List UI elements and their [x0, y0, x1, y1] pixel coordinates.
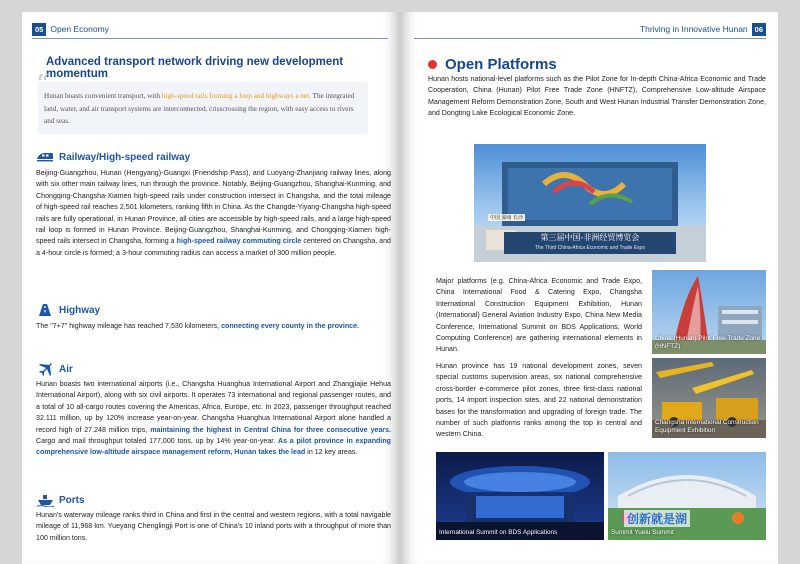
- air-highlight-1: maintaining the highest in Central China for three consecutive years.: [150, 425, 391, 434]
- expo-banner-english: The Third China-Africa Economic and Trade Expo: [534, 245, 646, 251]
- left-running-header: [32, 22, 109, 36]
- right-page: [400, 12, 778, 564]
- rail-heading: Railway/High-speed railway: [36, 149, 190, 165]
- intro-text: Hunan boasts convenient transport, with high-speed rails forming a loop and highways a net. The integrated land, water, and air transport systems are interconnected, crisscrossing the region, with easy access to rivers and seas.: [44, 92, 355, 125]
- ports-heading: Ports: [36, 492, 85, 508]
- air-highlight-2: As a pilot province in expanding comprehensive low-altitude airspace management reform, Hunan takes the lead: [36, 437, 391, 457]
- left-page-number: 05: [32, 23, 46, 36]
- rail-text: Beijing-Guangzhou, Hunan (Hengyang)-Guangxi (Friendship Pass), and Luoyang-Zhanjiang railway lines, along with six other main railway lines, run through the province. Notably, Beijing-Guangzhou, Shanghai-Kunming, and Chongqing-Changsha-Xiamen high-speed rails under construction intersect in Changsha, and the total mileage of high-speed rail reaches 2,501 kilometers, ranking fifth in China. As the Changde-Yiyang-Changsha high-speed rails are fully operational, in Hunan Province, all cities are accessible by high-speed rails, and a large high-speed rail loop is formed in Hunan Province. Beijing-Guangzhou, Shanghai-Kunming, and Chongqing-Xiamen high-speed rails intersect in Changsha, forming a high-speed railway commuting circle centered on Changsha, and a 4-hour circle is formed; a 3-hour commuting radius can access a market of 300 million people.: [36, 169, 392, 257]
- platforms-intro-text: Hunan hosts national-level platforms such as the Pilot Zone for In-depth China-Africa Economic and Trade Cooperation, China (Hunan) Pilot Free Trade Zone (HNFTZ), Comprehensive Low-altitude Airspace Management Reform Demonstration Zone, South and West Hunan Industrial Transfer Demonstration Zone, and Dongting Lake Ecological Economic Zone.: [428, 75, 766, 118]
- ftz-caption: China (Hunan) Pilot Free Trade Zone (HNFTZ): [655, 335, 761, 350]
- highway-text: The "7+7" highway mileage has reached 7,530 kilometers, connecting every county in the province.: [36, 322, 360, 330]
- transport-title: Advanced transport network driving new development momentum: [46, 56, 344, 80]
- bullet-dot-icon: [428, 60, 437, 69]
- expo-sign: 中国 湖南 长沙: [490, 215, 524, 221]
- right-running-header: [640, 22, 766, 36]
- expo-photo: [474, 144, 706, 262]
- bds-summit-photo: [436, 452, 604, 540]
- yuelu-sign: 创新就是湖: [624, 510, 690, 527]
- air-text: Hunan boasts two international airports (i.e., Changsha Huanghua International Airport and Zhangjiajie Hehua International Airport), along with six civil airports. It operates 73 international and regional passenger routes, and a total of 10 all-cargo routes covering the Americas, Africa, Europe, etc. In 2023, passenger throughput reached 32.111 million, up by 120% increase year-on-year. Changsha Huanghua International Airport alone handled a record high of 27.248 million trips, maintaining the highest in Central China for three consecutive years. Cargo and mail throughput totaled 177,000 tons, up by 14% year-on-year. As a pilot province in expanding comprehensive low-altitude airspace management reform, Hunan takes the lead in 12 key areas.: [36, 380, 391, 457]
- highway-highlight: connecting every county in the province.: [221, 322, 360, 330]
- major-platforms-text: Major platforms (e.g. China-Africa Economic and Trade Expo, China International Food & Catering Expo, Changsha International Construction Equipment Exhibition, Hunan (International) General Aviation Industry Expo, China New Media Conference, International Summit on BDS Applications, World Computing Conference) are gathering international elements in Hunan.: [436, 277, 642, 354]
- ship-icon: [36, 493, 54, 507]
- road-icon: [36, 303, 54, 317]
- expo-banner-chinese: 第三届中国-非洲经贸博览会: [540, 233, 640, 242]
- rail-highlight: high-speed railway commuting circle: [176, 237, 302, 246]
- right-header-rule: [414, 38, 766, 39]
- expo-banner: [504, 232, 676, 254]
- left-header-rule: [32, 38, 388, 39]
- air-heading: Air: [36, 361, 73, 377]
- development-zones-text: Hunan province has 19 national development zones, seven special customs supervision areas, six national comprehensive cross-border e-commerce pilot zones, three first-class national ports, 14 import inspection sites, and 22 national demonstration bases for the transformation and upgrading of foreign trade. The number of such platforms ranks among the top in central and western China.: [436, 362, 642, 439]
- right-section-label: Thriving in Innovative Hunan: [639, 24, 748, 34]
- ports-text: Hunan's waterway mileage ranks third in China and first in the central and western regions, with a total navigable mileage of 11,968 km. Yueyang Chenglingji Port is one of China's 10 inland ports with a throughput of more than 100 million tons.: [36, 511, 391, 542]
- open-platforms-title: Open Platforms: [428, 56, 557, 73]
- left-page: [22, 12, 400, 564]
- airplane-icon: [36, 362, 54, 376]
- bds-caption: International Summit on BDS Applications: [439, 529, 558, 536]
- ftz-photo: [652, 270, 766, 354]
- intro-highlight: high-speed rails forming a loop and highways a net.: [161, 92, 311, 100]
- highway-heading: Highway: [36, 302, 100, 318]
- left-section-label: Open Economy: [50, 24, 109, 34]
- right-page-number: 06: [752, 23, 766, 36]
- yuelu-summit-photo: [608, 452, 766, 540]
- equipment-caption: Changsha International Construction Equipment Exhibition: [655, 419, 759, 434]
- quote-icon: “: [36, 70, 50, 100]
- train-icon: [36, 150, 54, 164]
- yuelu-caption: Summit Yuelu Summit: [611, 529, 674, 536]
- equipment-photo: [652, 358, 766, 438]
